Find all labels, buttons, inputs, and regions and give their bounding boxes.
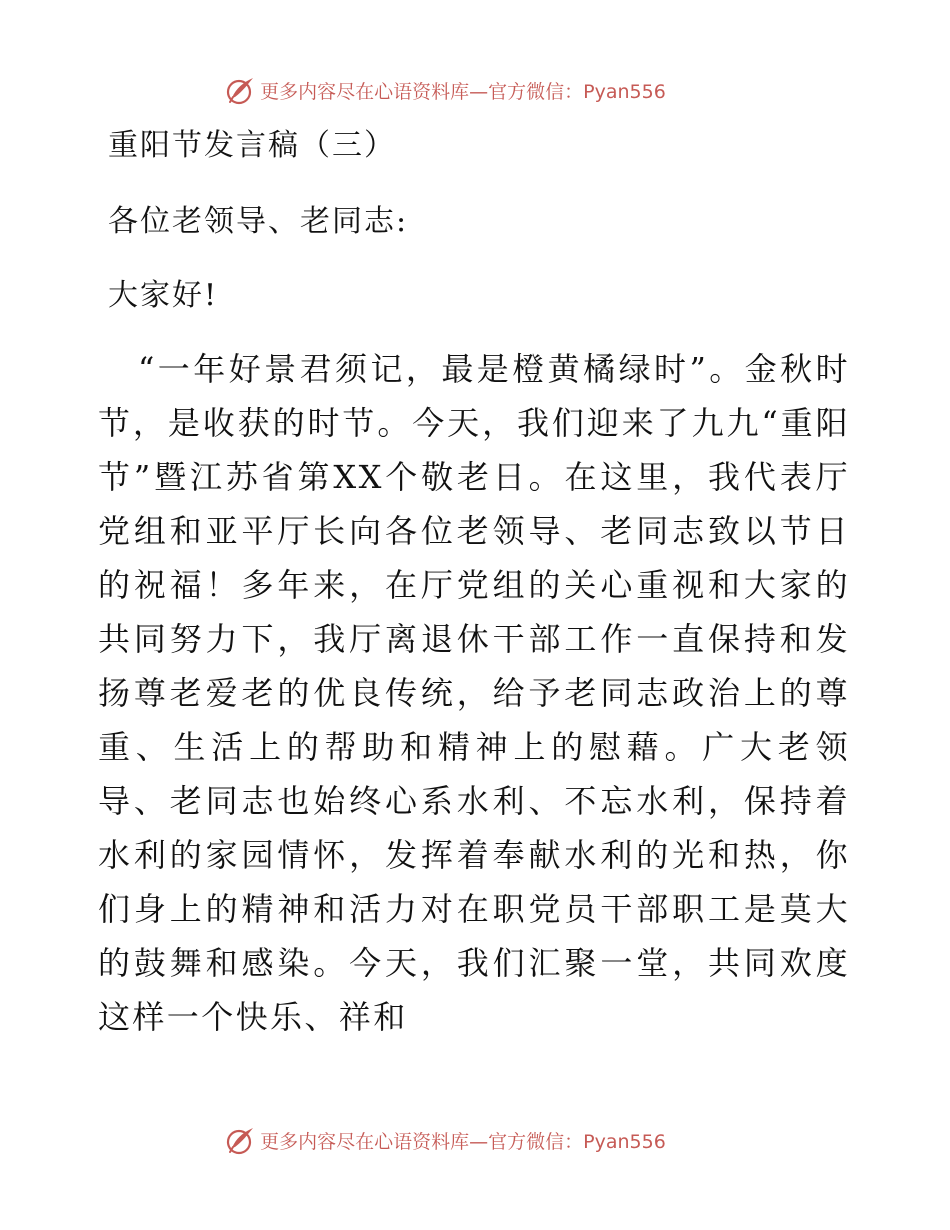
header-watermark-banner xyxy=(0,70,950,110)
document-title: 重阳节发言稿（三） xyxy=(108,128,396,163)
watermark-text: 更多内容尽在心语资料库—官方微信：Pyan556 xyxy=(260,80,666,103)
footer-watermark-banner xyxy=(0,1120,950,1160)
body-paragraph: “一年好景君须记，最是橙黄橘绿时”。金秋时节，是收获的时节。今天，我们迎来了九九“重阳节”暨江苏省第XX个敬老日。在这里，我代表厅党组和亚平厅长向各位老领导、老同志致以节日的祝福！多年来，在厅党组的关心重视和大家的共同努力下，我厅离退休干部工作一直保持和发扬尊老爱老的优良传统，给予老同志政治上的尊重、生活上的帮助和精神上的慰藉。广大老领导、老同志也始终心系水利、不忘水利，保持着水利的家园情怀，发挥着奉献水利的光和热，你们身上的精神和活力对在职党员干部职工是莫大的鼓舞和感染。今天，我们汇聚一堂，共同欢度这样一个快乐、祥和 xyxy=(98,350,850,1036)
feather-pen-logo-icon xyxy=(224,74,256,106)
salutation: 各位老领导、老同志: xyxy=(108,204,409,239)
watermark-text: 更多内容尽在心语资料库—官方微信：Pyan556 xyxy=(260,1130,666,1153)
greeting: 大家好! xyxy=(108,278,219,313)
feather-pen-logo-icon xyxy=(224,1124,256,1156)
